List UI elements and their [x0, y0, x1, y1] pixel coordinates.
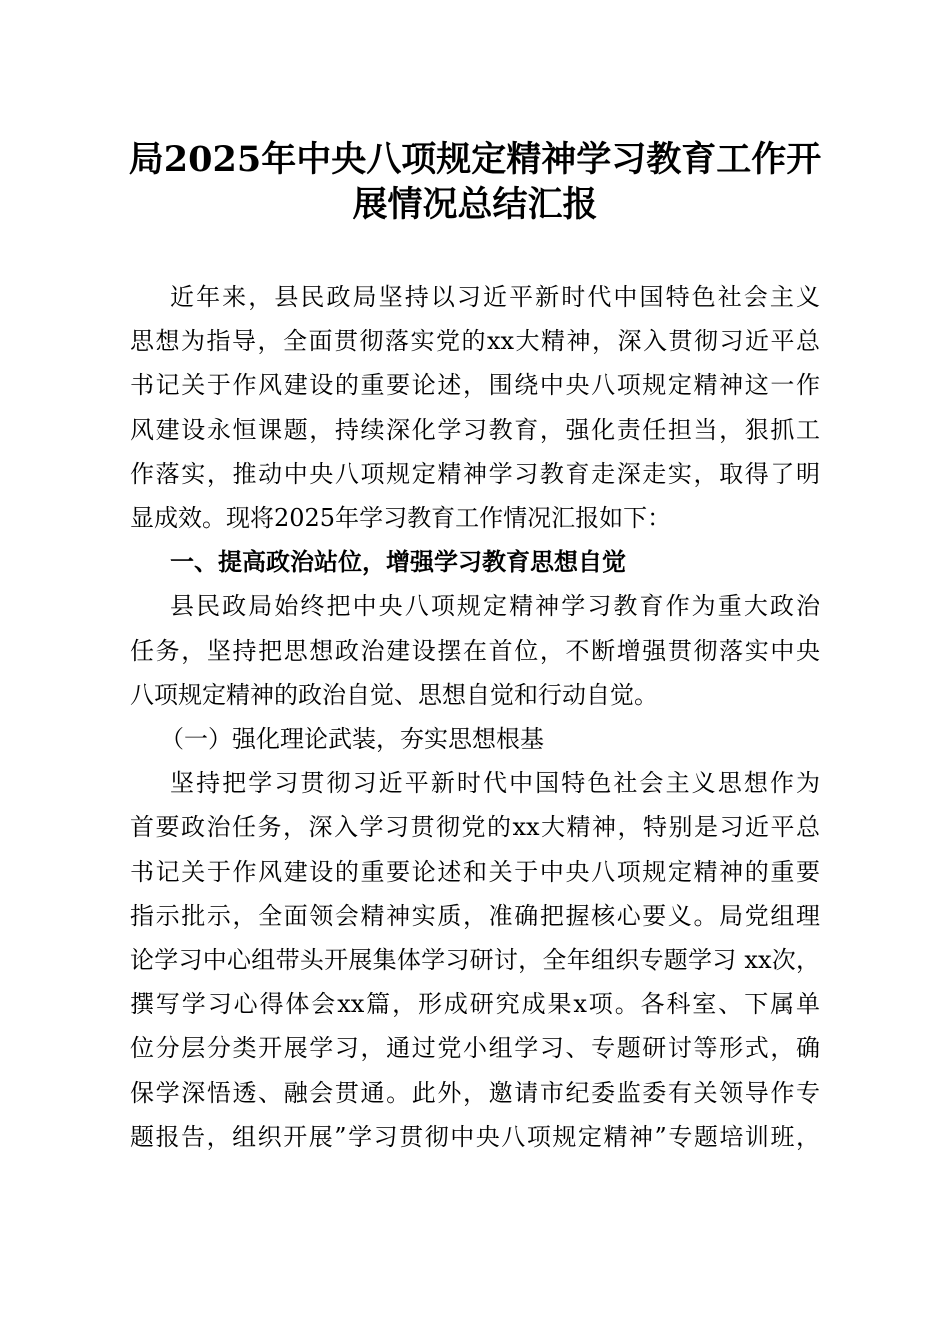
paragraph-line: 首要政治任务，深入学习贯彻党的xx大精神，特别是习近平总	[130, 813, 820, 841]
document-title-line: 展情况总结汇报	[352, 184, 598, 225]
paragraph-line: 作落实，推动中央八项规定精神学习教育走深走实，取得了明	[130, 460, 820, 488]
paragraph-line: 指示批示，全面领会精神实质，准确把握核心要义。局党组理	[130, 902, 820, 930]
section-heading: 一、提高政治站位，增强学习教育思想自觉	[170, 547, 626, 576]
paragraph-line: 任务，坚持把思想政治建设摆在首位，不断增强贯彻落实中央	[130, 637, 820, 665]
paragraph-line: 保学深悟透、融会贯通。此外，邀请市纪委监委有关领导作专	[130, 1079, 820, 1107]
paragraph-line: 论学习中心组带头开展集体学习研讨，全年组织专题学习 xx次，	[130, 946, 820, 974]
paragraph-line: 近年来，县民政局坚持以习近平新时代中国特色社会主义	[170, 283, 820, 311]
paragraph-line: 八项规定精神的政治自觉、思想自觉和行动自觉。	[130, 681, 658, 709]
paragraph-line: 显成效。现将2025年学习教育工作情况汇报如下：	[130, 504, 672, 532]
subsection-heading: （一）强化理论武装，夯实思想根基	[160, 725, 544, 753]
paragraph-line: 书记关于作风建设的重要论述，围绕中央八项规定精神这一作	[130, 371, 820, 399]
document-title-line: 局2025年中央八项规定精神学习教育工作开	[128, 139, 822, 180]
paragraph-line: 思想为指导，全面贯彻落实党的xx大精神，深入贯彻习近平总	[130, 327, 820, 355]
paragraph-line: 书记关于作风建设的重要论述和关于中央八项规定精神的重要	[130, 858, 820, 886]
paragraph-line: 撰写学习心得体会xx篇，形成研究成果x项。各科室、下属单	[130, 990, 820, 1018]
paragraph-line: 题报告，组织开展”学习贯彻中央八项规定精神”专题培训班，	[130, 1123, 820, 1151]
paragraph-line: 位分层分类开展学习，通过党小组学习、专题研讨等形式，确	[130, 1034, 820, 1062]
paragraph-line: 风建设永恒课题，持续深化学习教育，强化责任担当，狠抓工	[130, 416, 820, 444]
paragraph-line: 坚持把学习贯彻习近平新时代中国特色社会主义思想作为	[170, 769, 820, 797]
paragraph-line: 县民政局始终把中央八项规定精神学习教育作为重大政治	[170, 592, 820, 620]
